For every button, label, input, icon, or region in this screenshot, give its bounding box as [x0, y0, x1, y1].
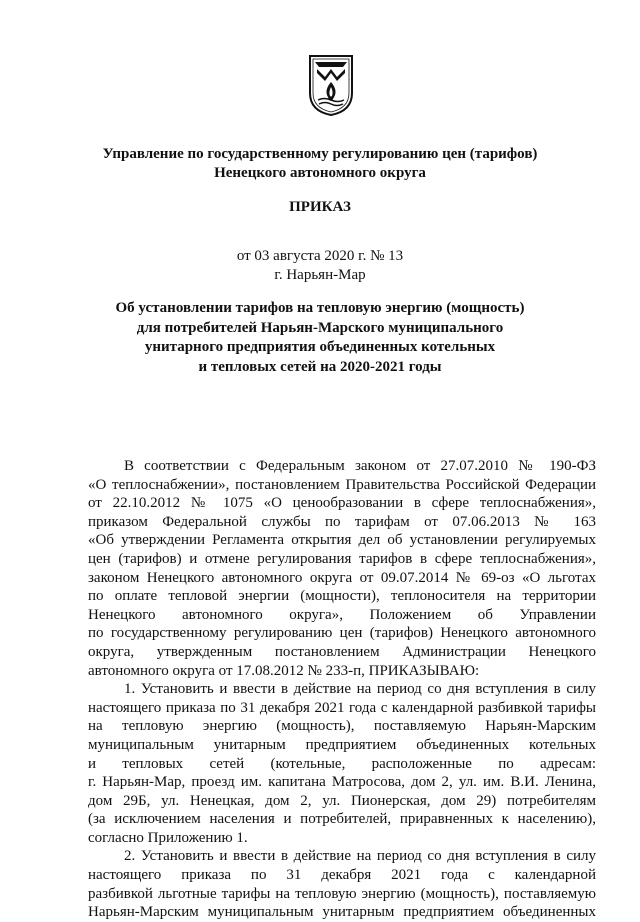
body-line: по оплате тепловой энергии (мощности), теплоносителя на территории	[88, 588, 596, 605]
organization-line: Управление по государственному регулированию цен (тарифов)	[102, 146, 538, 162]
body-line: Нарьян-Марским муниципальным унитарным предприятием объединенных	[88, 904, 596, 921]
body-line: 1. Установить и ввести в действие на период со дня вступления в силу	[124, 681, 596, 698]
body-line: «О теплоснабжении», постановлением Правительства Российской Федерации	[88, 476, 596, 493]
body-line: В соответствии с Федеральным законом от 27.07.2010 № 190-ФЗ	[124, 458, 596, 474]
body-text	[88, 457, 596, 922]
body-line: по государственному регулированию цен (тарифов) Ненецкого автономного	[88, 625, 596, 642]
body-line: и тепловых сетей (котельные, расположенные по адресам:	[88, 755, 596, 772]
body-line: настоящего приказа по 31 декабря 2021 года с календарной разбивкой тарифы	[88, 699, 596, 716]
organization-name	[0, 145, 640, 183]
document-place: г. Нарьян-Мар	[274, 267, 366, 283]
body-line: согласно Приложению 1.	[88, 829, 248, 846]
body-line: законом Ненецкого автономного округа от 09.07.2014 № 69-оз «О льготах	[88, 569, 596, 586]
title-line: Об установлении тарифов на тепловую энергию (мощность)	[115, 300, 525, 316]
title-line: унитарного предприятия объединенных котельных	[144, 339, 496, 355]
title-line: для потребителей Нарьян-Марского муниципального	[136, 319, 504, 336]
body-line: разбивкой льготные тарифы на тепловую энергию (мощность), поставляемую	[88, 885, 596, 902]
body-line: от 22.10.2012 № 1075 «О ценообразовании в сфере теплоснабжения»,	[88, 495, 596, 512]
body-line: автономного округа от 17.08.2012 № 233-п, ПРИКАЗЫВАЮ:	[88, 662, 480, 679]
document-title	[0, 299, 640, 377]
body-line: настоящего приказа по 31 декабря 2021 года с календарной	[88, 867, 596, 884]
coat-of-arms-emblem	[307, 53, 355, 117]
body-line: муниципальным унитарным предприятием объединенных котельных	[88, 736, 596, 753]
body-line: на тепловую энергию (мощность), поставляемую Нарьян-Марским	[88, 718, 596, 735]
organization-line: Ненецкого автономного округа	[214, 165, 426, 181]
body-line: дом 29Б, ул. Ненецкая, дом 2, ул. Пионерская, дом 29) потребителям	[88, 792, 596, 809]
body-line: приказом Федеральной службы по тарифам от 07.06.2013 № 163	[88, 513, 596, 530]
body-line: «Об утверждении Регламента открытия дел об установлении регулируемых	[88, 532, 596, 549]
body-line: Ненецкого автономного округа», Положением об Управлении	[88, 606, 596, 623]
document-date: от 03 августа 2020 г. № 13	[236, 248, 404, 264]
document-type: ПРИКАЗ	[289, 199, 351, 215]
date-place-block	[0, 247, 640, 285]
body-line: г. Нарьян-Мар, проезд им. капитана Матросова, дом 2, ул. им. В.И. Ленина,	[88, 774, 596, 791]
title-line: и тепловых сетей на 2020-2021 годы	[198, 358, 442, 375]
body-line: цен (тарифов) и отмене регулирования тарифов в сфере теплоснабжения»,	[88, 550, 596, 567]
body-line: (за исключением населения и потребителей, приравненных к населению),	[88, 811, 596, 828]
body-line: 2. Установить и ввести в действие на период со дня вступления в силу	[124, 848, 596, 865]
body-line: округа, утвержденным постановлением Администрации Ненецкого	[88, 643, 596, 660]
